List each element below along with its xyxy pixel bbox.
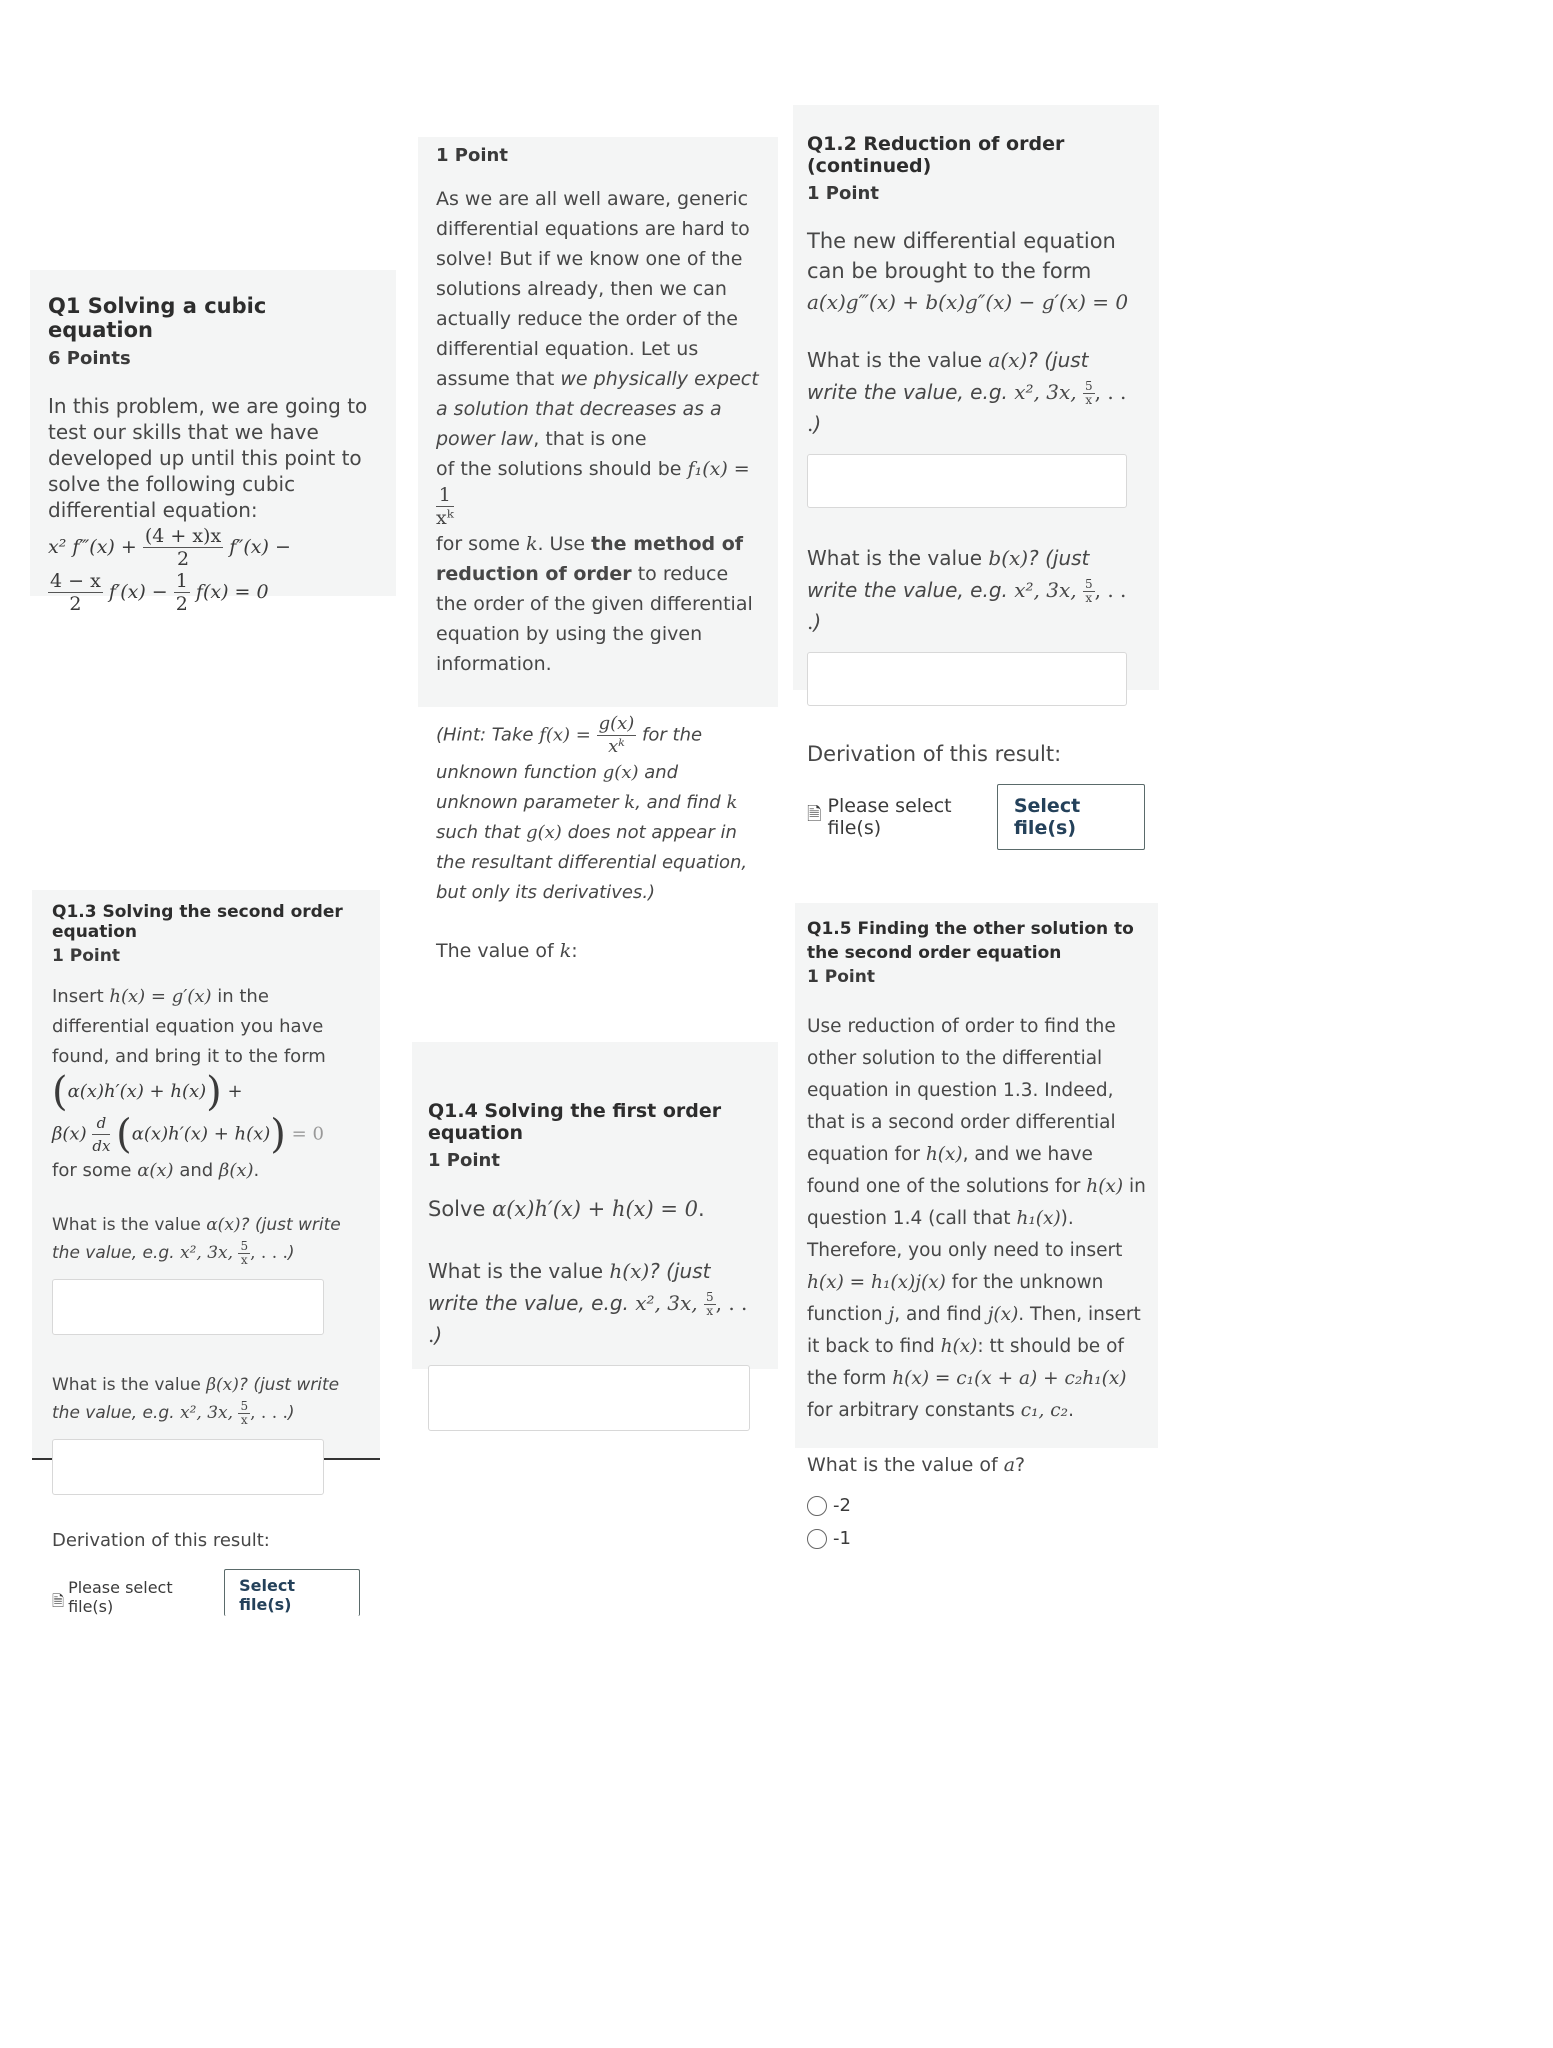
q13-paragraph: Insert h(x) = g′(x) in the differential equation you have found, and bring it to the form: [52, 986, 326, 1067]
q12-points: 1 Point: [807, 183, 879, 204]
q11-paragraph-2: of the solutions should be f₁(x) = $\frac{1}{\text{xᵏ}}$ for some k. Use the method of reduction of order to reduce the order of the given differential equation by using the given information.: [436, 458, 753, 675]
q12-answer-a-input[interactable]: [807, 454, 1127, 508]
q1-eq-part4: f(x) = 0: [195, 581, 269, 603]
q12-question-b: What is the value b(x)? (just write the value, e.g. x², 3x, $\frac{5}{x}$ , . . .): [807, 546, 1127, 634]
q13-answer-b-input[interactable]: [52, 1439, 324, 1495]
q14-title: Q1.4 Solving the first order equation: [428, 1100, 722, 1144]
q13-for-some: for some α(x) and β(x).: [52, 1160, 260, 1181]
q12-example-fraction-b: $\frac{5}{x}$: [1084, 577, 1093, 605]
q15-title: Q1.5 Finding the other solution to the second order equation: [807, 919, 1134, 963]
q13-question-b: What is the value β(x)? (just write the value, e.g. x², 3x, $\frac{5}{x}$ , . . .): [52, 1375, 340, 1427]
q11-points: 1 Point: [436, 145, 508, 166]
q13-equation: (α(x)h′(x) + h(x)) + β(x) $\frac{d}{dx}$ (α(x)h′(x) + h(x)) = 0: [52, 1069, 324, 1158]
q12-example-fraction-a: $\frac{5}{x}$: [1084, 379, 1093, 407]
q13-question-a: What is the value α(x)? (just write the value, e.g. x², 3x, $\frac{5}{x}$ , . . .): [52, 1215, 341, 1267]
q11-hint: (Hint: Take f(x) = $\frac{g(x)}{\text{xᵏ}}$ for the unknown function g(x) and unknown parameter k, and find k such that g(x) does not appear in the resultant differential equation, but only its derivatives.): [436, 713, 748, 903]
q15-option-2[interactable]: -1: [807, 1528, 1146, 1549]
radio-icon[interactable]: [807, 1529, 827, 1549]
q12-file-row: [807, 784, 1145, 850]
q1-equation: [48, 525, 378, 615]
q12-panel: [793, 105, 1159, 839]
q12-derivation-label: Derivation of this result:: [807, 742, 1062, 766]
q13-answer-a-input[interactable]: [52, 1279, 324, 1335]
q13-file-row: [52, 1569, 360, 1616]
q14-panel: [412, 1042, 778, 1369]
q12-answer-b-input[interactable]: [807, 652, 1127, 706]
q11-paragraph-1: As we are all well aware, generic differential equations are hard to solve! But if we know one of the solutions already, then we can actually reduce the order of the differential equation. Let us assume that we physically expect a solution that decreases as a power law, that is one: [436, 188, 759, 450]
q14-points: 1 Point: [428, 1150, 500, 1171]
q1-eq-part3: f′(x) −: [108, 581, 168, 603]
q15-question: What is the value of a?: [807, 1454, 1026, 1476]
q14-question: What is the value h(x)? (just write the value, e.g. x², 3x, $\frac{5}{x}$ , . . .): [428, 1259, 748, 1347]
q11-panel: [418, 137, 778, 962]
q1-intro: In this problem, we are going to test our skills that we have developed up until this point to solve the following cubic differential equation:: [48, 394, 368, 522]
q15-points: 1 Point: [807, 967, 875, 987]
q1-eq-part1: x² f‴(x) +: [48, 536, 137, 558]
q13-select-file-button[interactable]: Select file(s): [224, 1569, 360, 1616]
q14-solve: Solve α(x)h′(x) + h(x) = 0.: [428, 1197, 705, 1221]
q13-example-fraction-b: $\frac{5}{x}$: [240, 1398, 249, 1427]
q12-question-a: What is the value a(x)? (just write the value, e.g. x², 3x, $\frac{5}{x}$ , . . .): [807, 348, 1127, 436]
q13-example-fraction-a: $\frac{5}{x}$: [240, 1238, 249, 1267]
q13-derivative-fraction: $\frac{d}{dx}$: [92, 1114, 111, 1155]
q11-f1-fraction: $\frac{1}{\text{xᵏ}}$: [436, 484, 454, 529]
q14-example-fraction: $\frac{5}{x}$: [705, 1290, 714, 1318]
q13-points: 1 Point: [52, 946, 120, 966]
q1-eq-frac3: $\frac{1}{2}$: [175, 570, 188, 615]
q11-value-label: The value of k:: [436, 940, 578, 962]
q11-hint-fraction: $\frac{g(x)}{\text{xᵏ}}$: [598, 713, 635, 757]
q13-derivation-label: Derivation of this result:: [52, 1530, 270, 1551]
radio-icon[interactable]: [807, 1496, 827, 1516]
q12-paragraph: The new differential equation can be brought to the form: [807, 229, 1116, 283]
q1-eq-part2: f″(x) −: [229, 536, 291, 558]
q13-title: Q1.3 Solving the second order equation: [52, 902, 343, 942]
q15-paragraph: Use reduction of order to find the other solution to the differential equation in question 1.3. Indeed, that is a second order differential equation for h(x), and we have found one of the solutions for h(x) in question 1.4 (call that h₁(x)). Therefore, you only need to insert h(x) = h₁(x)j(x) for the unknown function j, and find j(x). Then, insert it back to find h(x): tt should be of the form h(x) = c₁(x + a) + c₂h₁(x) for arbitrary constants c₁, c₂.: [807, 1016, 1146, 1421]
q12-select-file-button[interactable]: Select file(s): [997, 784, 1145, 850]
q1-points: 6 Points: [48, 348, 131, 369]
file-icon: 🗎: [52, 1592, 65, 1610]
q14-answer-input[interactable]: [428, 1365, 750, 1431]
q15-panel: [795, 903, 1158, 1549]
q12-select-text: Please select file(s): [827, 795, 952, 839]
q1-eq-frac1: $\frac{(4 + x)x}{2}$: [144, 525, 222, 570]
q15-option-1[interactable]: -2: [807, 1495, 1146, 1516]
q12-equation: a(x)g‴(x) + b(x)g″(x) − g′(x) = 0: [807, 290, 1129, 314]
q13-panel: [32, 890, 380, 1616]
q12-title: Q1.2 Reduction of order (continued): [807, 133, 1065, 177]
q1-panel: [30, 270, 396, 615]
file-icon: 🗎: [807, 804, 822, 825]
q13-select-text: Please select file(s): [68, 1578, 173, 1616]
q1-title: Q1 Solving a cubic equation: [48, 294, 267, 342]
q1-eq-frac2: $\frac{4 - x}{2}$: [50, 570, 101, 615]
